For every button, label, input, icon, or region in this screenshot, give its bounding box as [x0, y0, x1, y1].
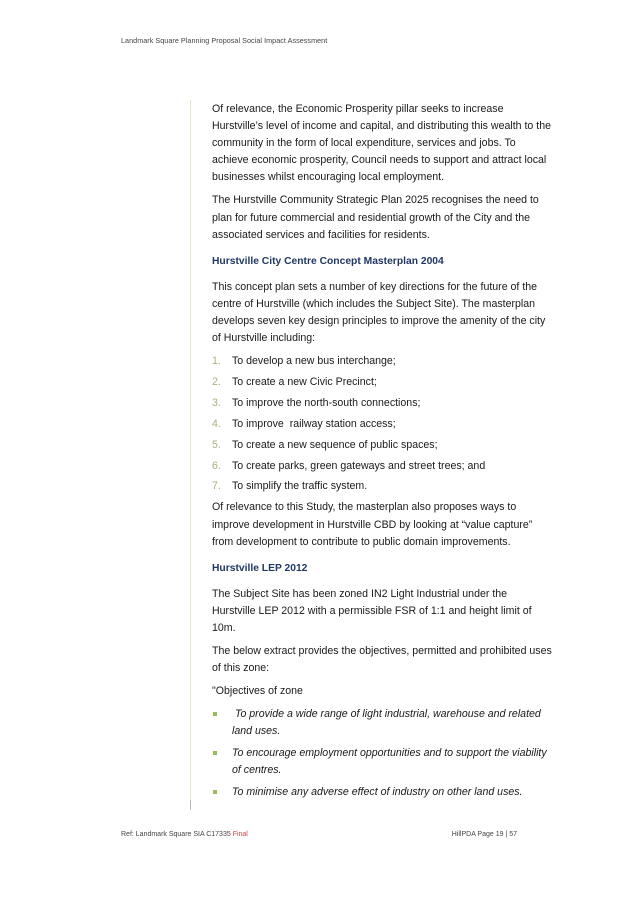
paragraph: The below extract provides the objectives, permitted and prohibited uses of this zone: [212, 645, 552, 675]
list-number: 5. [212, 438, 221, 451]
list-number: 4. [212, 417, 221, 430]
list-text: To develop a new bus interchange; [232, 355, 396, 368]
paragraph: This concept plan sets a number of key directions for the future of the centre of Hurstville (which includes the Subject Site). The masterplan develops seven key design principles to improve the amenity of the city of Hurstville including: [212, 280, 546, 345]
paragraph: "Objectives of zone [212, 685, 303, 698]
list-number: 1. [212, 355, 221, 368]
section-heading: Hurstville LEP 2012 [212, 562, 308, 574]
list-text: To improve the north-south connections; [232, 396, 421, 409]
list-text: To create a new Civic Precinct; [232, 376, 377, 389]
paragraph: Of relevance to this Study, the masterplan also proposes ways to improve development in Hurstville CBD by looking at “value capture” from development to contribute to public domain improvements. [212, 501, 533, 548]
list-number: 7. [212, 480, 221, 493]
paragraph: Of relevance, the Economic Prosperity pillar seeks to increase Hurstville’s level of income and capital, and distributing this wealth to the community in the form of local expenditure, services and jobs. To achieve economic prosperity, Council needs to support and attract local businesses whilst encouraging local employment. [212, 103, 551, 184]
list-item [212, 784, 552, 801]
bullet-icon [212, 784, 232, 801]
section-heading: Hurstville City Centre Concept Masterplan 2004 [212, 255, 444, 267]
principles-list [212, 353, 552, 495]
page-body [212, 101, 552, 806]
list-text: To improve railway station access; [232, 417, 396, 430]
document-status: Final [232, 831, 248, 838]
list-item [212, 374, 552, 391]
list-item [212, 706, 552, 740]
list-item [212, 745, 552, 779]
objectives-list [212, 706, 552, 801]
paragraph: The Subject Site has been zoned IN2 Light Industrial under the Hurstville LEP 2012 with a permissible FSR of 1:1 and height limit of 10m. [212, 587, 532, 634]
list-number: 2. [212, 376, 221, 389]
list-item [212, 458, 552, 475]
list-text: To create a new sequence of public spaces; [232, 438, 438, 451]
list-text: To minimise any adverse effect of industry on other land uses. [232, 786, 523, 799]
list-item [212, 416, 552, 433]
list-text: To create parks, green gateways and street trees; and [232, 459, 486, 472]
bullet-icon [212, 745, 232, 779]
reference-text: Ref: Landmark Square SIA C17335 [121, 831, 231, 838]
list-item [212, 395, 552, 412]
list-text: To simplify the traffic system. [232, 480, 368, 493]
running-header: Landmark Square Planning Proposal Social Impact Assessment [121, 36, 328, 45]
list-text: To encourage employment opportunities and to support the viability of centres. [232, 747, 547, 777]
list-number: 6. [212, 459, 221, 472]
list-number: 3. [212, 396, 221, 409]
list-item [212, 353, 552, 370]
list-item [212, 478, 552, 495]
margin-rule-end [190, 800, 191, 810]
list-text: To provide a wide range of light industrial, warehouse and related land uses. [232, 708, 544, 738]
margin-rule [190, 100, 191, 810]
list-item [212, 437, 552, 454]
paragraph: The Hurstville Community Strategic Plan 2025 recognises the need to plan for future commercial and residential growth of the City and the associated services and facilities for residents. [212, 194, 539, 241]
page-number: HillPDA Page 19 | 57 [451, 831, 517, 838]
bullet-icon [212, 706, 232, 740]
footer-reference [121, 831, 248, 838]
